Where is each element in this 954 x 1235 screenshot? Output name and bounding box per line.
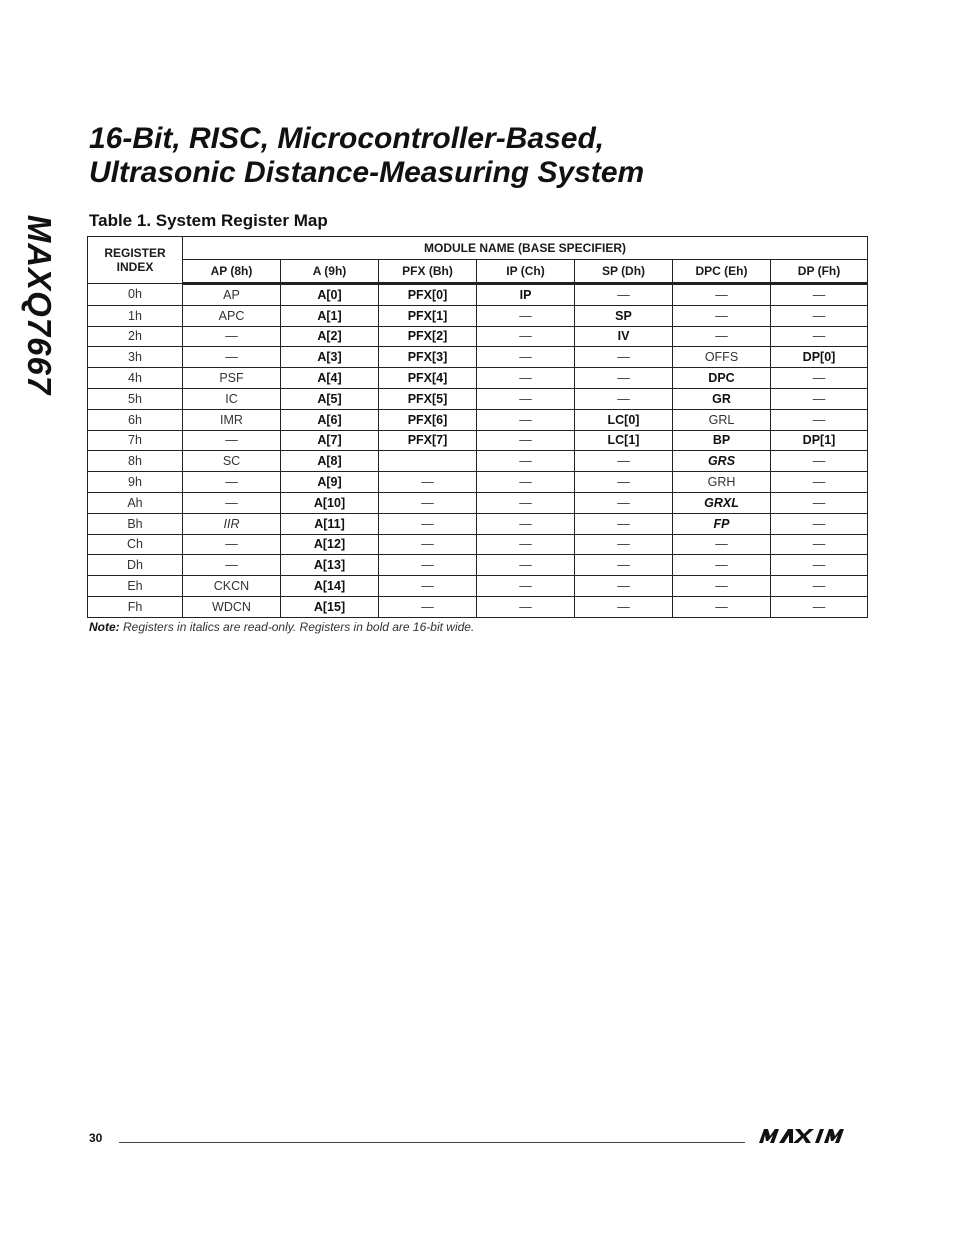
maxim-logo — [755, 1127, 865, 1145]
register-cell: — — [575, 284, 673, 306]
table-row — [88, 596, 868, 617]
table-row — [88, 347, 868, 368]
register-cell: — — [673, 326, 771, 347]
register-cell: — — [183, 555, 281, 576]
register-cell: — — [575, 472, 673, 493]
register-cell: — — [183, 430, 281, 451]
module-name-header: MODULE NAME (BASE SPECIFIER) — [183, 237, 868, 260]
register-cell: — — [379, 492, 477, 513]
register-cell: — — [477, 305, 575, 326]
register-index-cell: Ah — [88, 492, 183, 513]
register-cell: GR — [673, 388, 771, 409]
register-cell: A[5] — [281, 388, 379, 409]
register-index-cell: 5h — [88, 388, 183, 409]
register-cell: AP — [183, 284, 281, 306]
register-cell: GRXL — [673, 492, 771, 513]
register-cell: — — [379, 576, 477, 597]
table-row — [88, 305, 868, 326]
register-cell: — — [771, 492, 868, 513]
register-cell: — — [477, 534, 575, 555]
register-cell: A[4] — [281, 368, 379, 389]
register-cell: — — [379, 555, 477, 576]
register-cell: LC[0] — [575, 409, 673, 430]
register-cell: — — [771, 513, 868, 534]
register-cell: OFFS — [673, 347, 771, 368]
register-index-cell: 7h — [88, 430, 183, 451]
column-header: A (9h) — [281, 260, 379, 284]
register-cell: PFX[0] — [379, 284, 477, 306]
register-index-cell: 2h — [88, 326, 183, 347]
register-index-cell: 9h — [88, 472, 183, 493]
register-cell: — — [771, 555, 868, 576]
register-cell: — — [379, 513, 477, 534]
side-part-number — [8, 212, 70, 398]
register-cell: A[3] — [281, 347, 379, 368]
register-cell: PFX[5] — [379, 388, 477, 409]
register-cell: — — [771, 284, 868, 306]
register-cell: SP — [575, 305, 673, 326]
footer-rule — [119, 1142, 745, 1143]
register-cell: CKCN — [183, 576, 281, 597]
register-cell: — — [771, 576, 868, 597]
register-cell: GRH — [673, 472, 771, 493]
register-cell: — — [477, 388, 575, 409]
register-cell: FP — [673, 513, 771, 534]
table-row — [88, 472, 868, 493]
document-title-line-2: Ultrasonic Distance-Measuring System — [89, 156, 645, 189]
register-cell: — — [183, 347, 281, 368]
register-cell: GRS — [673, 451, 771, 472]
register-cell: — — [575, 388, 673, 409]
table-row — [88, 326, 868, 347]
register-index-cell: Bh — [88, 513, 183, 534]
register-cell: — — [477, 409, 575, 430]
register-index-header: REGISTER INDEX — [88, 237, 183, 284]
register-cell: — — [771, 472, 868, 493]
register-cell: — — [575, 492, 673, 513]
register-cell: IP — [477, 284, 575, 306]
register-cell: — — [477, 513, 575, 534]
register-cell: — — [477, 555, 575, 576]
register-cell: — — [771, 305, 868, 326]
register-cell: A[9] — [281, 472, 379, 493]
register-cell: — — [575, 513, 673, 534]
register-cell: — — [379, 472, 477, 493]
register-cell: — — [183, 492, 281, 513]
register-cell: IC — [183, 388, 281, 409]
register-cell: PFX[6] — [379, 409, 477, 430]
register-cell: DP[1] — [771, 430, 868, 451]
table-row — [88, 555, 868, 576]
column-header: DPC (Eh) — [673, 260, 771, 284]
register-cell: — — [771, 388, 868, 409]
table-row — [88, 534, 868, 555]
register-cell: A[0] — [281, 284, 379, 306]
register-index-cell: Ch — [88, 534, 183, 555]
register-cell: — — [575, 451, 673, 472]
register-cell: A[10] — [281, 492, 379, 513]
register-index-cell: 8h — [88, 451, 183, 472]
register-cell: — — [673, 284, 771, 306]
table-row — [88, 576, 868, 597]
register-cell: A[13] — [281, 555, 379, 576]
register-cell: — — [575, 555, 673, 576]
table-row — [88, 368, 868, 389]
table-row — [88, 388, 868, 409]
register-cell: PFX[3] — [379, 347, 477, 368]
register-cell: PSF — [183, 368, 281, 389]
register-index-cell: 6h — [88, 409, 183, 430]
side-part-number-text: MAXQ7667 — [21, 214, 59, 396]
table-row — [88, 513, 868, 534]
register-cell: A[7] — [281, 430, 379, 451]
register-cell: IIR — [183, 513, 281, 534]
register-index-cell: 3h — [88, 347, 183, 368]
register-cell: SC — [183, 451, 281, 472]
register-cell: WDCN — [183, 596, 281, 617]
register-cell: — — [771, 368, 868, 389]
register-cell: A[1] — [281, 305, 379, 326]
register-cell: — — [673, 596, 771, 617]
document-title-line-1: 16-Bit, RISC, Microcontroller-Based, — [89, 122, 605, 155]
column-header: SP (Dh) — [575, 260, 673, 284]
register-cell: IV — [575, 326, 673, 347]
register-cell: IMR — [183, 409, 281, 430]
register-cell: APC — [183, 305, 281, 326]
register-cell: LC[1] — [575, 430, 673, 451]
document-title — [89, 122, 644, 190]
register-cell: PFX[7] — [379, 430, 477, 451]
register-cell: A[6] — [281, 409, 379, 430]
register-cell: — — [575, 347, 673, 368]
register-cell: — — [477, 451, 575, 472]
register-cell: — — [477, 430, 575, 451]
table-row — [88, 409, 868, 430]
register-cell: PFX[2] — [379, 326, 477, 347]
register-cell: A[12] — [281, 534, 379, 555]
register-cell: — — [673, 534, 771, 555]
register-index-cell: 0h — [88, 284, 183, 306]
register-cell: — — [575, 534, 673, 555]
register-cell: — — [477, 596, 575, 617]
table-row — [88, 430, 868, 451]
note-label: Note: — [89, 620, 120, 634]
table-row — [88, 492, 868, 513]
register-cell: — — [183, 534, 281, 555]
register-cell: — — [379, 596, 477, 617]
register-cell: — — [575, 576, 673, 597]
register-cell: GRL — [673, 409, 771, 430]
column-header: PFX (Bh) — [379, 260, 477, 284]
register-cell: A[15] — [281, 596, 379, 617]
register-cell: A[8] — [281, 451, 379, 472]
register-cell: — — [477, 368, 575, 389]
register-cell: — — [477, 472, 575, 493]
column-header: IP (Ch) — [477, 260, 575, 284]
table-note — [89, 620, 474, 634]
register-cell: — — [673, 305, 771, 326]
register-cell: — — [379, 534, 477, 555]
register-cell: — — [575, 596, 673, 617]
register-cell: — — [771, 596, 868, 617]
register-cell: — — [771, 534, 868, 555]
register-index-cell: 1h — [88, 305, 183, 326]
register-cell: — — [673, 576, 771, 597]
table-row — [88, 451, 868, 472]
register-cell — [379, 451, 477, 472]
column-header: DP (Fh) — [771, 260, 868, 284]
register-index-cell: 4h — [88, 368, 183, 389]
register-cell: — — [183, 472, 281, 493]
system-register-map-table — [87, 236, 868, 618]
register-index-cell: Eh — [88, 576, 183, 597]
register-cell: PFX[1] — [379, 305, 477, 326]
register-cell: — — [771, 409, 868, 430]
note-text: Registers in italics are read-only. Registers in bold are 16-bit wide. — [123, 620, 475, 634]
register-cell: — — [477, 492, 575, 513]
register-cell: — — [477, 576, 575, 597]
register-cell: A[2] — [281, 326, 379, 347]
table-row — [88, 284, 868, 306]
register-cell: — — [771, 326, 868, 347]
register-cell: A[11] — [281, 513, 379, 534]
register-cell: — — [477, 326, 575, 347]
register-cell: DP[0] — [771, 347, 868, 368]
table-caption: Table 1. System Register Map — [89, 211, 328, 230]
register-cell: BP — [673, 430, 771, 451]
register-index-cell: Fh — [88, 596, 183, 617]
register-index-cell: Dh — [88, 555, 183, 576]
register-cell: PFX[4] — [379, 368, 477, 389]
register-cell: — — [771, 451, 868, 472]
register-cell: DPC — [673, 368, 771, 389]
register-cell: — — [575, 368, 673, 389]
register-cell: — — [183, 326, 281, 347]
page-number: 30 — [89, 1131, 103, 1145]
column-header: AP (8h) — [183, 260, 281, 284]
register-cell: — — [673, 555, 771, 576]
register-cell: — — [477, 347, 575, 368]
register-cell: A[14] — [281, 576, 379, 597]
